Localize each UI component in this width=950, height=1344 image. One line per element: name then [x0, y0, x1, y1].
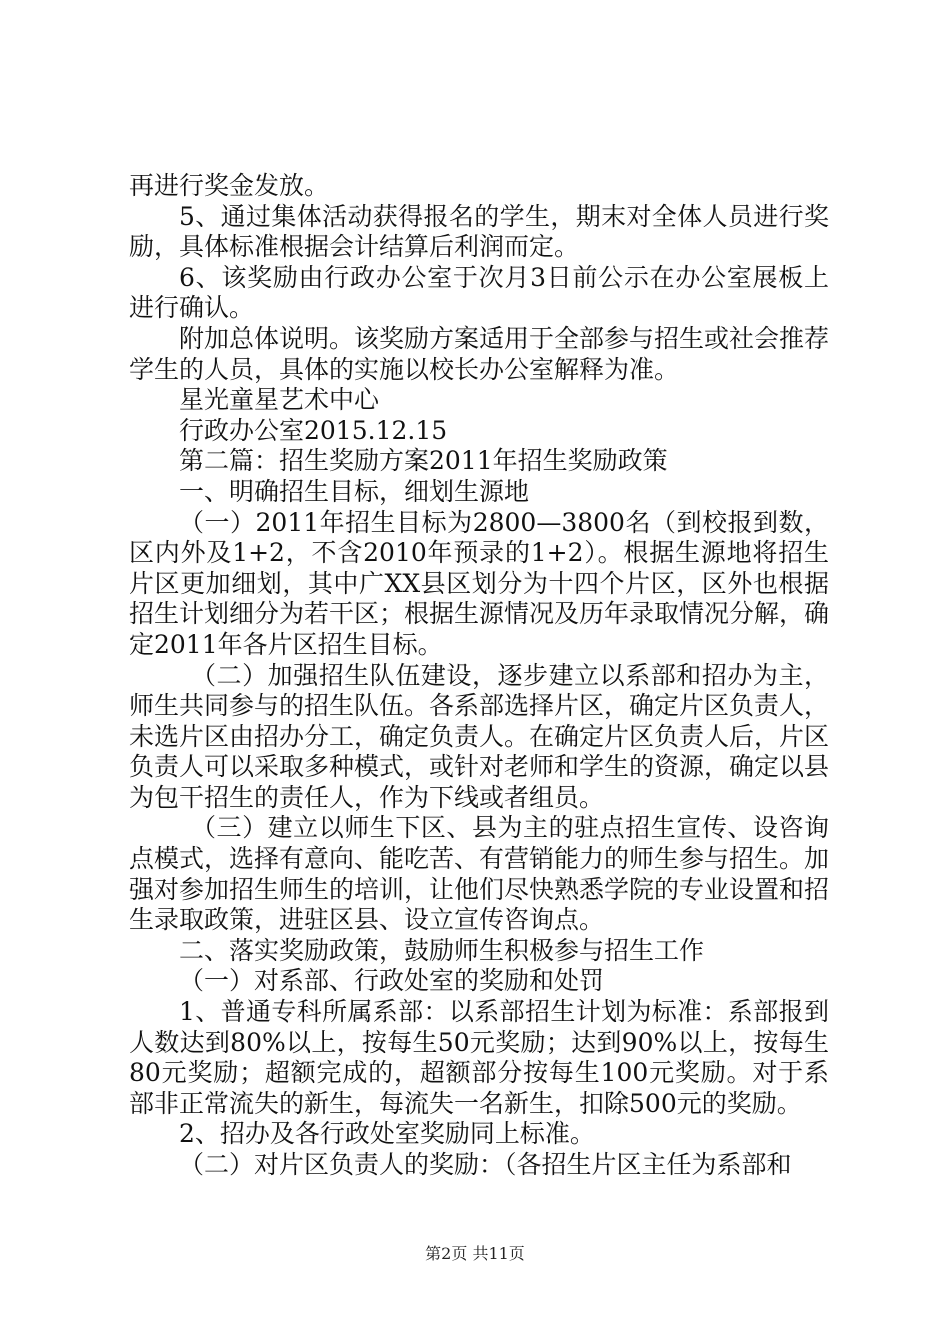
paragraph: 2、招办及各行政处室奖励同上标准。 [179, 1119, 595, 1149]
heading: 一、明确招生目标，细划生源地 [179, 476, 530, 506]
paragraph: 5、通过集体活动获得报名的学生，期末对全体人员进行奖励，具体标准根据会计结算后利润而定。 [129, 201, 829, 262]
page-footer: 第2页 共11页 [425, 1244, 525, 1263]
paragraph: （三）建立以师生下区、县为主的驻点招生宣传、设咨询点模式，选择有意向、能吃苦、有营销能力的师生参与招生。加强对参加招生师生的培训，让他们尽快熟悉学院的专业设置和招生录取政策，进驻区县、设立宣传咨询点。 [129, 813, 830, 935]
paragraph: 星光童星艺术中心 [179, 385, 380, 415]
paragraph: 1、普通专科所属系部：以系部招生计划为标准：系部报到人数达到80%以上，按每生50元奖励；达到90%以上，按每生80元奖励；超额完成的，超额部分按每生100元奖励。对于系部非正常流失的新生，每流失一名新生，扣除500元的奖励。 [129, 997, 829, 1118]
subheading: （一）对系部、行政处室的奖励和处罚 [179, 966, 605, 996]
heading: 二、落实奖励政策，鼓励师生积极参与招生工作 [179, 935, 705, 965]
paragraph: （二）对片区负责人的奖励：（各招生片区主任为系部和 [179, 1150, 792, 1179]
paragraph: （二）加强招生队伍建设，逐步建立以系部和招办为主，师生共同参与的招生队伍。各系部选择片区，确定片区负责人，未选片区由招办分工，确定负责人。在确定片区负责人后，片区负责人可以采取多种模式，或针对老师和学生的资源，确定以县为包干招生的责任人，作为下线或者组员。 [129, 660, 830, 812]
paragraph: 再进行奖金发放。 [129, 171, 330, 200]
paragraph: （一）2011年招生目标为2800—3800名（到校报到数，区内外及1+2，不含2010年预录的1+2）。根据生源地将招生片区更加细划，其中广XX县区划分为十四个片区，区外也根据招生计划细分为若干区；根据生源情况及历年录取情况分解，确定2011年各片区招生目标。 [129, 507, 830, 659]
body-text [129, 171, 829, 1181]
paragraph: 行政办公室2015.12.15 [179, 415, 448, 445]
paragraph: 6、该奖励由行政办公室于次月3日前公示在办公室展板上进行确认。 [129, 262, 829, 323]
paragraph: 附加总体说明。该奖励方案适用于全部参与招生或社会推荐学生的人员，具体的实施以校长办公室解释为准。 [129, 323, 830, 384]
section-title: 第二篇：招生奖励方案2011年招生奖励政策 [179, 446, 668, 476]
